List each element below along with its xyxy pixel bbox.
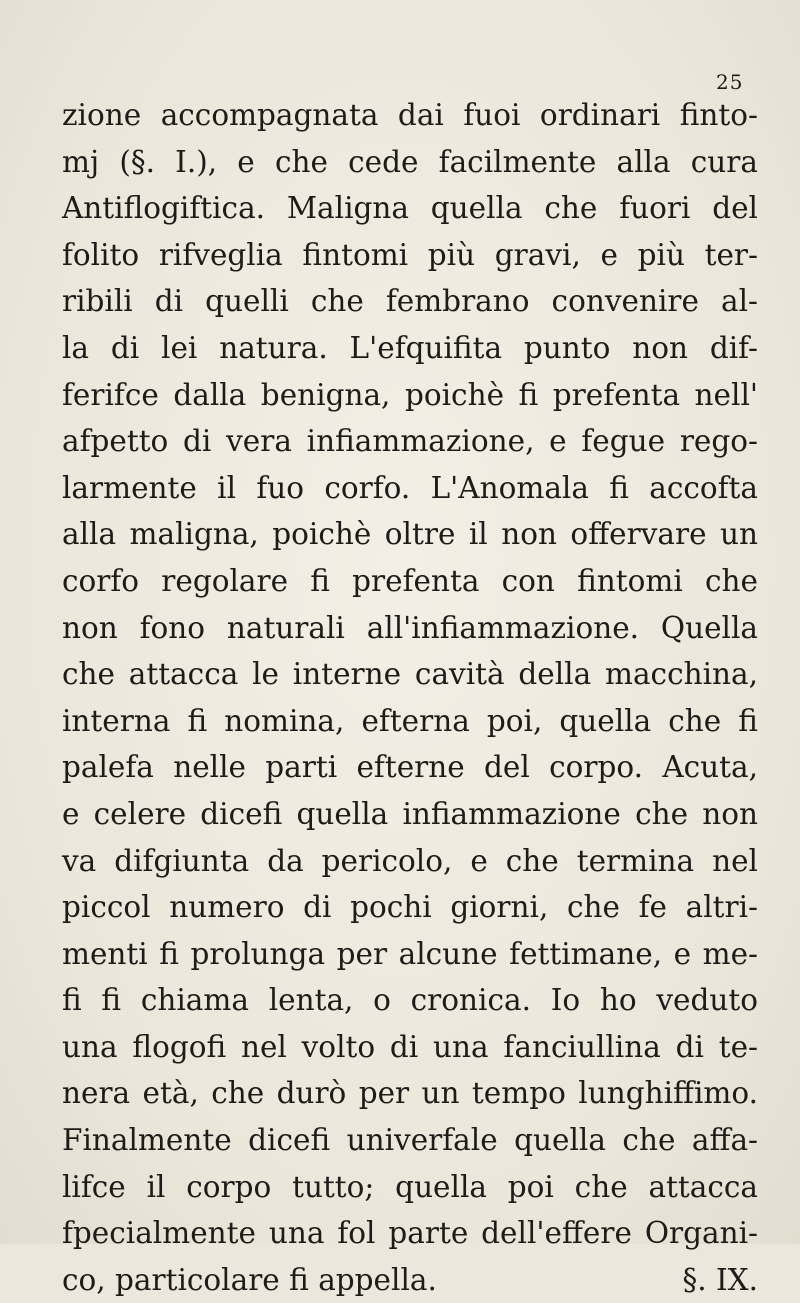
text-line: interna fi nomina, efterna poi, quella che fi — [62, 703, 758, 738]
catchword: §. IX. — [682, 1262, 758, 1297]
text-line: Antiflogiftica. Maligna quella che fuori del — [62, 191, 758, 226]
text-line: folito rifveglia fintomi più gravi, e più ter- — [62, 237, 758, 272]
text-line: va difgiunta da pericolo, e che termina nel — [62, 843, 758, 878]
text-line: ferifce dalla benigna, poichè fi prefenta nell' — [62, 377, 758, 412]
text-line: fi fi chiama lenta, o cronica. Io ho veduto — [62, 983, 758, 1018]
text-line: alla maligna, poichè oltre il non offervare un — [62, 517, 758, 552]
text-line: e celere dicefi quella infiammazione che non — [62, 796, 758, 831]
text-line: nera età, che durò per un tempo lunghiffimo. — [62, 1076, 758, 1111]
text-line: non fono naturali all'infiammazione. Quella — [62, 610, 758, 645]
text-line: zione accompagnata dai fuoi ordinari finto- — [62, 98, 758, 132]
page-number: 25 — [716, 70, 744, 94]
text-line: lifce il corpo tutto; quella poi che attacca — [62, 1169, 758, 1204]
text-line: fpecialmente una fol parte dell'effere Organi- — [62, 1216, 758, 1251]
text-line: Finalmente dicefi univerfale quella che affa- — [62, 1123, 758, 1158]
text-line: piccol numero di pochi giorni, che fe altri- — [62, 890, 758, 925]
text-line: la di lei natura. L'efquifita punto non dif- — [62, 330, 758, 365]
text-line: larmente il fuo corfo. L'Anomala fi accofta — [62, 470, 758, 505]
text-line: palefa nelle parti efterne del corpo. Acuta, — [62, 750, 758, 785]
text-line: che attacca le interne cavità della macchina, — [62, 657, 758, 692]
text-line: ribili di quelli che fembrano convenire al- — [62, 284, 758, 319]
text-line: menti fi prolunga per alcune fettimane, e me- — [62, 936, 758, 971]
text-line: afpetto di vera infiammazione, e fegue rego- — [62, 424, 758, 459]
text-line: corfo regolare fi prefenta con fintomi che — [62, 563, 758, 598]
final-line-text: co, particolare fi appella. — [62, 1262, 437, 1297]
text-line: una flogofi nel volto di una fanciullina di te- — [62, 1029, 758, 1064]
text-line: mj (§. I.), e che cede facilmente alla cura — [62, 144, 758, 179]
body-text — [62, 92, 758, 1303]
final-line — [62, 1257, 758, 1303]
